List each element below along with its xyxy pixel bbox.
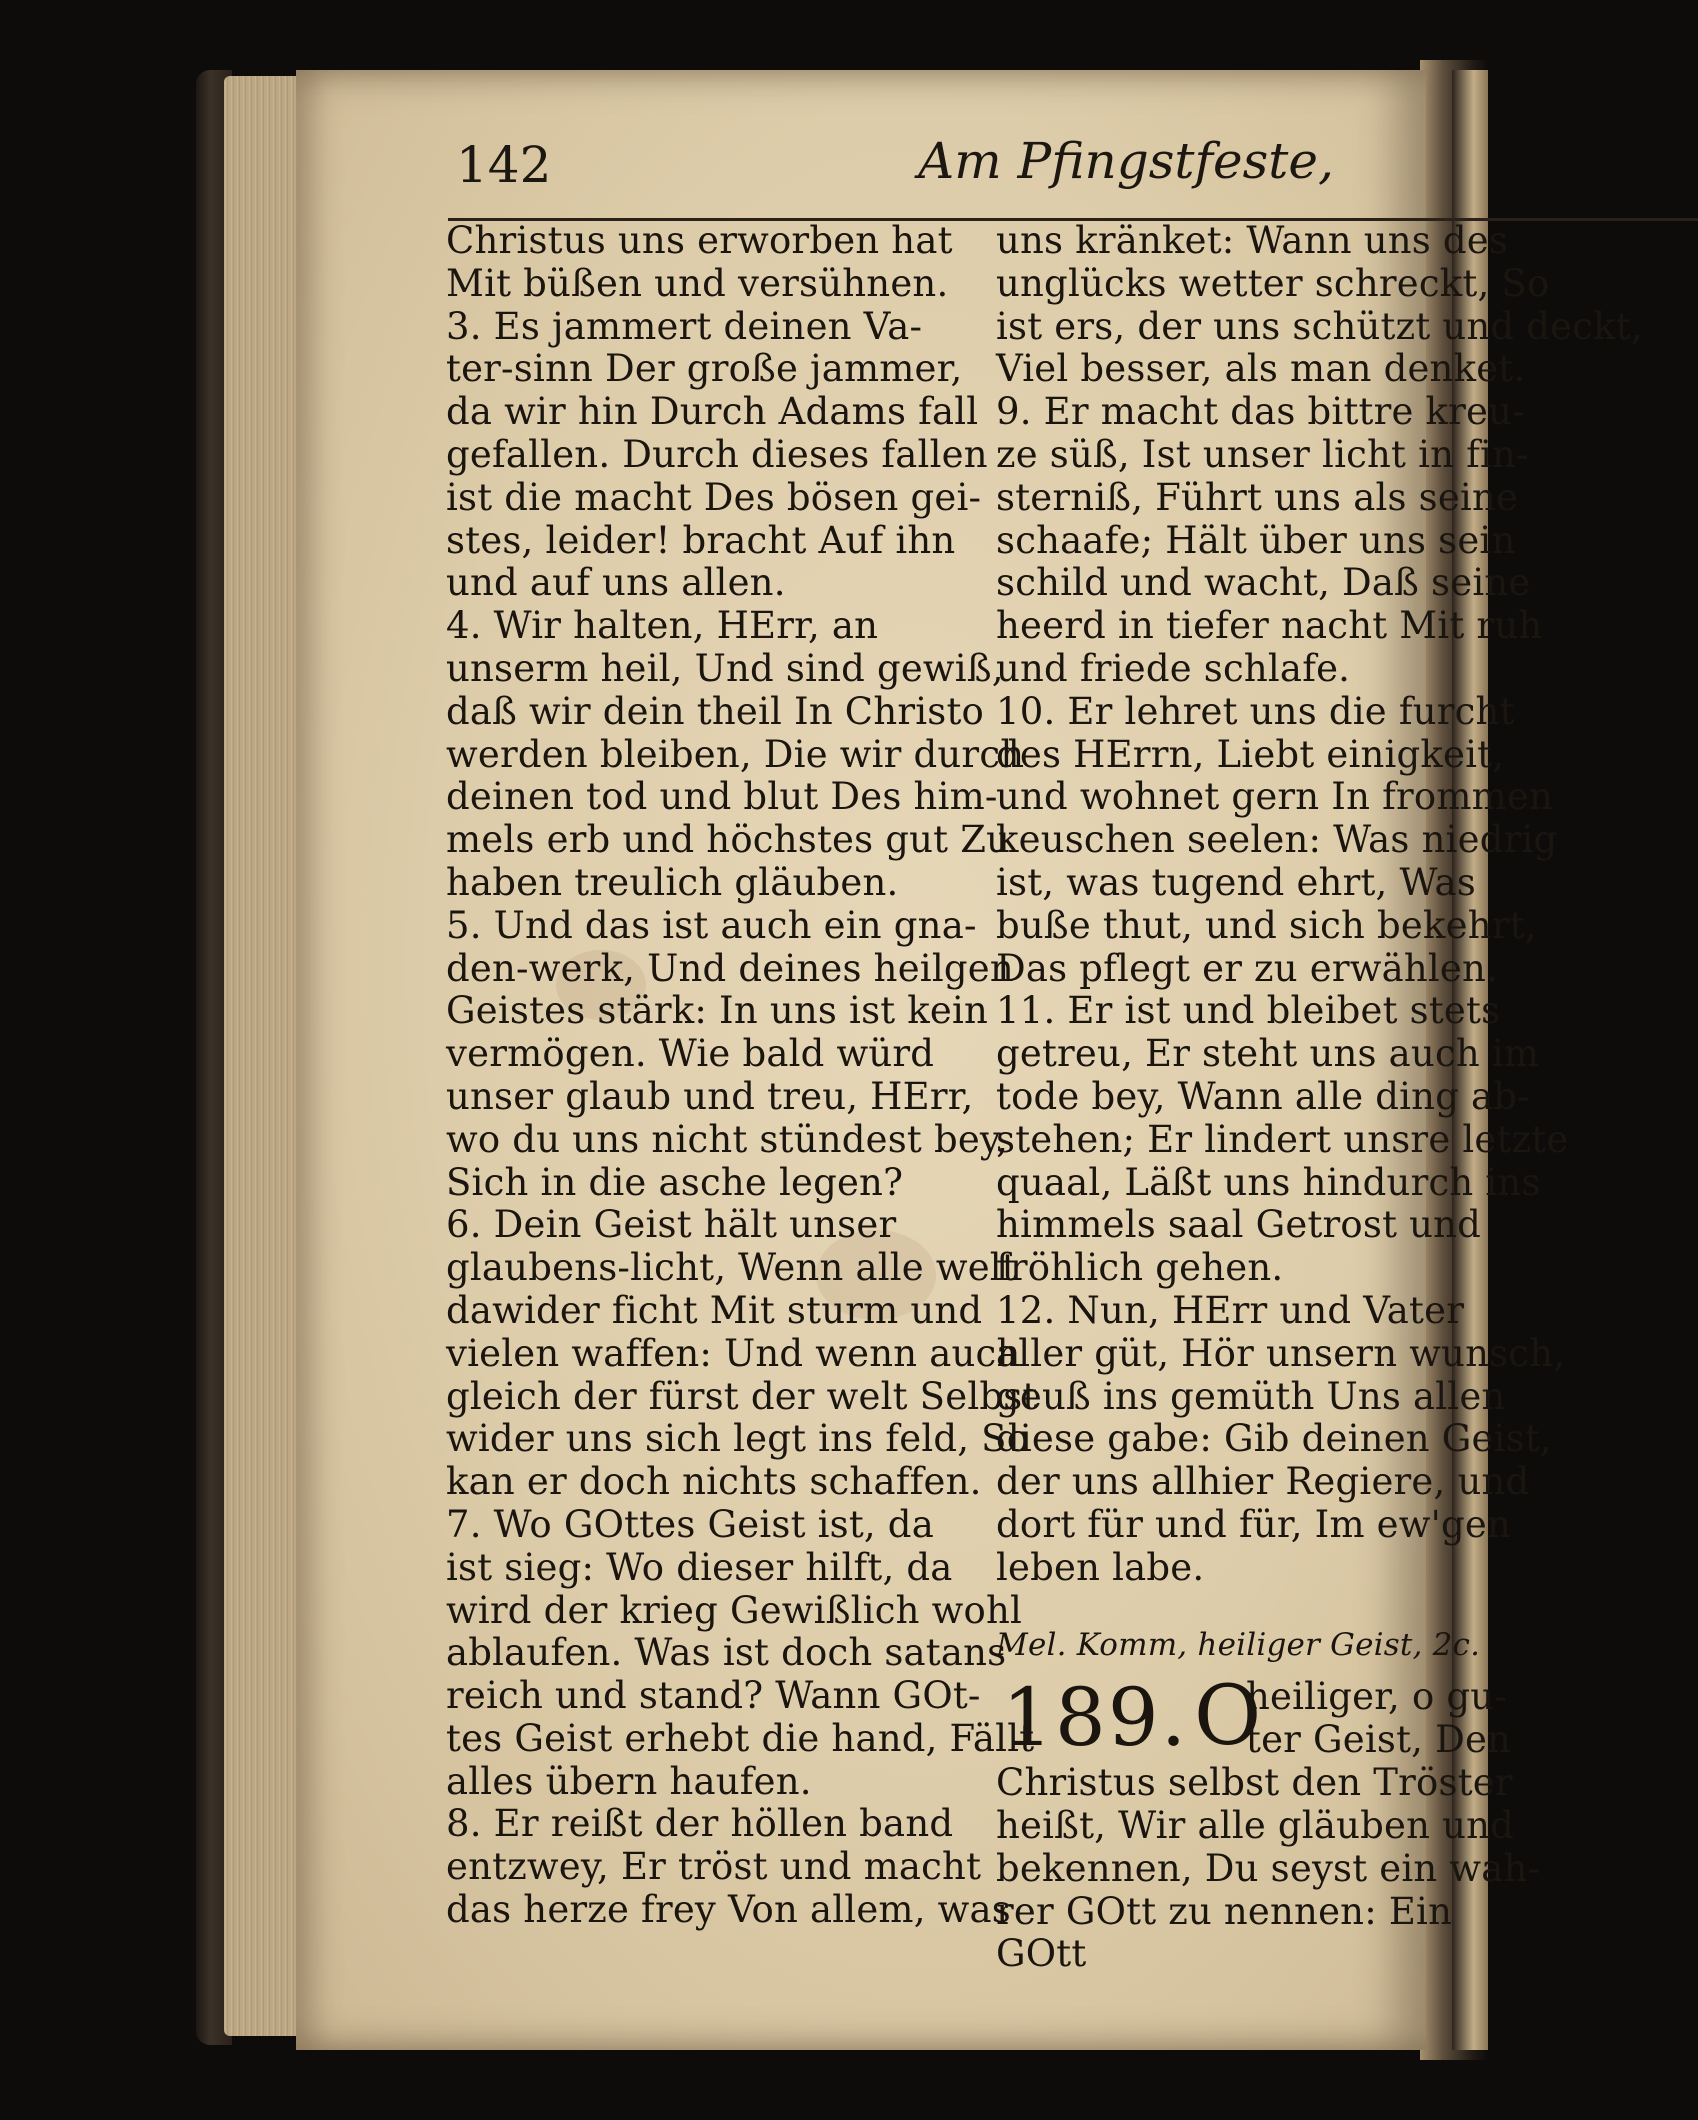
drop-cap-initial: O <box>1194 1669 1262 1765</box>
text-line: buße thut, und sich bekehrt, <box>996 903 1537 947</box>
text-line: Christus uns erworben hat <box>446 219 953 262</box>
text-line: sterniß, Führt uns als seine <box>996 475 1519 519</box>
text-line: wo du uns nicht stündest bey, <box>446 1117 1009 1161</box>
text-line: Mit büßen und versühnen. <box>446 261 949 305</box>
text-line: wird der krieg Gewißlich wohl <box>446 1588 1023 1632</box>
text-line: heißt, Wir alle gläuben und <box>996 1804 1515 1848</box>
text-line: geuß ins gemüth Uns allen <box>996 1374 1506 1418</box>
text-line: deinen tod und blut Des him- <box>446 775 998 819</box>
text-line: quaal, Läßt uns hindurch ins <box>996 1160 1541 1204</box>
text-line: alles übern haufen. <box>446 1759 812 1803</box>
text-line: Das pflegt er zu erwählen. <box>996 946 1498 990</box>
text-line: entzwey, Er tröst und macht <box>446 1845 982 1889</box>
text-line: ist ers, der uns schützt und deckt, <box>996 304 1643 348</box>
text-line: stehen; Er lindert unsre letzte <box>996 1117 1569 1161</box>
text-line: 8. Er reißt der höllen band <box>446 1802 954 1846</box>
text-line: unser glaub und treu, HErr, <box>446 1074 974 1118</box>
text-line: ist die macht Des bösen gei- <box>446 475 982 519</box>
text-line: stes, leider! bracht Auf ihn <box>446 518 956 562</box>
text-line: unserm heil, Und sind gewiß, <box>446 646 1004 690</box>
right-column <box>996 219 1643 1976</box>
text-line: 11. Er ist und bleibet stets <box>996 989 1501 1033</box>
text-line: getreu, Er steht uns auch im <box>996 1032 1540 1076</box>
text-line: 7. Wo GOttes Geist ist, da <box>446 1502 934 1546</box>
text-line: den-werk, Und deines heilgen <box>446 946 1014 990</box>
text-line: glaubens-licht, Wenn alle welt <box>446 1246 1017 1290</box>
text-line: Viel besser, als man denket. <box>996 347 1526 391</box>
text-line: 6. Dein Geist hält unser <box>446 1203 897 1247</box>
text-line: ist, was tugend ehrt, Was <box>996 860 1476 904</box>
right-column-verses <box>996 219 1643 1590</box>
text-line: schaafe; Hält über uns sein <box>996 518 1516 562</box>
text-line: der uns allhier Regiere, und <box>996 1460 1530 1504</box>
text-line: 5. Und das ist auch ein gna- <box>446 903 977 947</box>
text-line: keuschen seelen: Was niedrig <box>996 818 1558 862</box>
text-line: GOtt <box>996 1932 1087 1976</box>
text-line: ist sieg: Wo dieser hilft, da <box>446 1545 953 1589</box>
text-line: gleich der fürst der welt Selbst <box>446 1374 1038 1418</box>
text-line: 3. Es jammert deinen Va- <box>446 304 923 348</box>
page-number: 142 <box>456 136 552 194</box>
text-line: diese gabe: Gib deinen Geist, <box>996 1417 1552 1461</box>
page-edges <box>224 76 300 2036</box>
text-line: ter-sinn Der große jammer, <box>446 347 963 391</box>
text-line: daß wir dein theil In Christo <box>446 689 985 733</box>
text-line: gefallen. Durch dieses fallen <box>446 432 988 476</box>
text-line: ze süß, Ist unser licht in fin- <box>996 432 1529 476</box>
text-line: aller güt, Hör unsern wunsch, <box>996 1331 1566 1375</box>
text-line: schild und wacht, Daß seine <box>996 561 1531 605</box>
text-line: 12. Nun, HErr und Vater <box>996 1288 1465 1332</box>
text-line: tode bey, Wann alle ding ab- <box>996 1074 1530 1118</box>
text-line: uns kränket: Wann uns des <box>996 219 1509 262</box>
text-line: und auf uns allen. <box>446 561 786 605</box>
text-line: Christus selbst den Tröster <box>996 1761 1513 1805</box>
text-line: vielen waffen: Und wenn auch <box>446 1331 1021 1375</box>
text-line: bekennen, Du seyst ein wah- <box>996 1846 1541 1890</box>
hymn-text <box>996 1761 1541 1976</box>
text-line: des HErrn, Liebt einigkeit, <box>996 732 1505 776</box>
hymn-first-lines <box>1246 1676 1536 1762</box>
hymn-number: 189. <box>1002 1671 1189 1765</box>
left-column <box>446 219 1038 1932</box>
text-line: tes Geist erhebt die hand, Fällt <box>446 1716 1035 1760</box>
text-line: werden bleiben, Die wir durch <box>446 732 1025 776</box>
text-line: wider uns sich legt ins feld, So <box>446 1417 1030 1461</box>
text-line: heiliger, o gu- <box>1246 1675 1508 1719</box>
running-head: Am Pfingstfeste, <box>918 132 1334 190</box>
text-line: himmels saal Getrost und <box>996 1203 1482 1247</box>
text-line: reich und stand? Wann GOt- <box>446 1674 981 1718</box>
text-line: ter Geist, Den <box>1246 1718 1512 1762</box>
text-line: Sich in die asche legen? <box>446 1160 904 1204</box>
melody-line: Mel. Komm, heiliger Geist, 2c. <box>996 1626 1481 1663</box>
text-line: leben labe. <box>996 1545 1205 1589</box>
text-line: haben treulich gläuben. <box>446 860 899 904</box>
text-line: fröhlich gehen. <box>996 1246 1284 1290</box>
hymn-heading <box>996 1669 1536 1765</box>
text-line: Geistes stärk: In uns ist kein <box>446 989 989 1033</box>
text-line: dort für und für, Im ew'gen <box>996 1502 1512 1546</box>
text-line: 4. Wir halten, HErr, an <box>446 604 879 648</box>
text-line: unglücks wetter schreckt, So <box>996 261 1550 305</box>
text-line: 9. Er macht das bittre kreu- <box>996 390 1525 434</box>
text-line: kan er doch nichts schaffen. <box>446 1460 982 1504</box>
text-line: rer GOtt zu nennen: Ein <box>996 1889 1453 1933</box>
text-line: da wir hin Durch Adams fall <box>446 390 979 434</box>
text-line: mels erb und höchstes gut Zu <box>446 818 1011 862</box>
text-line: dawider ficht Mit sturm und <box>446 1288 983 1332</box>
text-line: und wohnet gern In frommen <box>996 775 1554 819</box>
text-line: vermögen. Wie bald würd <box>446 1032 935 1076</box>
text-line: heerd in tiefer nacht Mit ruh <box>996 604 1543 648</box>
text-line: und friede schlafe. <box>996 646 1351 690</box>
text-line: das herze frey Von allem, was <box>446 1888 1011 1932</box>
text-line: 10. Er lehret uns die furcht <box>996 689 1515 733</box>
text-line: ablaufen. Was ist doch satans <box>446 1631 1007 1675</box>
book-page <box>296 70 1643 2050</box>
